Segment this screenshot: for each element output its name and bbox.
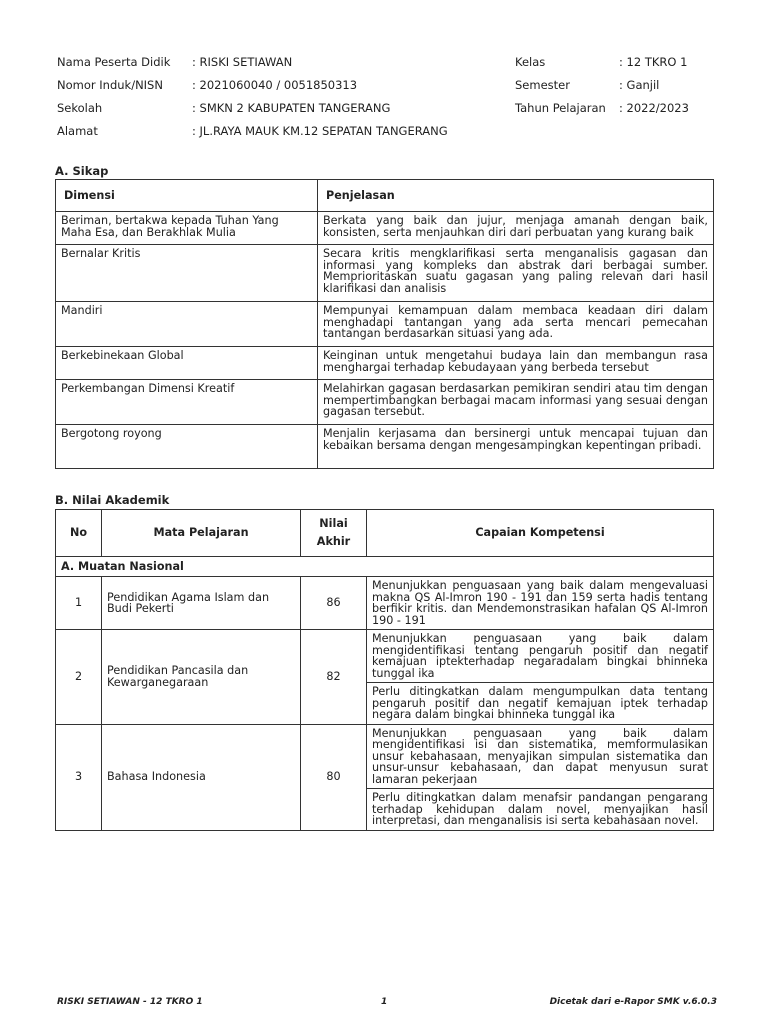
alamat-value: : JL.RAYA MAUK KM.12 SEPATAN TANGERANG	[192, 124, 448, 138]
table-row	[56, 347, 714, 380]
nis-value: : 2021060040 / 0051850313	[192, 78, 358, 92]
dimensi-cell: Bergotong royong	[56, 425, 318, 469]
tahun-label: Tahun Pelajaran	[515, 101, 606, 115]
mapel-cell: Pendidikan Agama Islam dan Budi Pekerti	[102, 577, 301, 630]
info-row-nama	[57, 55, 717, 78]
dimensi-cell: Berkebinekaan Global	[56, 347, 318, 380]
akademik-header-row	[56, 510, 714, 557]
alamat-label: Alamat	[57, 124, 98, 138]
capaian-cell: Menunjukkan penguasaan yang baik dalam mengidentifikasi tentang pengaruh positif dan negatif kemajuan iptekterhadap negaradalam bingkai bhinneka tunggal ika	[367, 630, 714, 683]
info-row-sekolah	[57, 101, 717, 124]
muatan-nasional-label: A. Muatan Nasional	[56, 557, 714, 577]
sikap-header-row	[56, 180, 714, 212]
group-row	[56, 557, 714, 577]
penjelasan-cell: Mempunyai kemampuan dalam membaca keadaan diri dalam menghadapi tantangan yang ada serta mencari pemecahan tantangan berdasarkan situasi yang ada.	[318, 302, 714, 347]
penjelasan-cell: Keinginan untuk mengetahui budaya lain dan membangun rasa menghargai terhadap kebudayaan yang berbeda tersebut	[318, 347, 714, 380]
capaian-header: Capaian Kompetensi	[367, 510, 714, 557]
mapel-header: Mata Pelajaran	[102, 510, 301, 557]
no-cell: 1	[56, 577, 102, 630]
dimensi-cell: Beriman, bertakwa kepada Tuhan Yang Maha Esa, dan Berakhlak Mulia	[56, 212, 318, 245]
sikap-table	[55, 179, 714, 469]
kelas-label: Kelas	[515, 55, 546, 69]
table-row	[56, 245, 714, 302]
penjelasan-cell: Melahirkan gagasan berdasarkan pemikiran sendiri atau tim dengan mempertimbangkan berbagai macam informasi yang sesuai dengan gagasan tersebut.	[318, 380, 714, 425]
nilai-header: Nilai Akhir	[301, 510, 367, 557]
mapel-cell: Bahasa Indonesia	[102, 724, 301, 830]
no-header: No	[56, 510, 102, 557]
semester-label: Semester	[515, 78, 570, 92]
nis-label: Nomor Induk/NISN	[57, 78, 163, 92]
tahun-value: : 2022/2023	[619, 101, 689, 115]
dimensi-header: Dimensi	[56, 180, 318, 212]
sekolah-value: : SMKN 2 KABUPATEN TANGERANG	[192, 101, 391, 115]
info-row-alamat	[57, 124, 717, 147]
dimensi-cell: Perkembangan Dimensi Kreatif	[56, 380, 318, 425]
akademik-table	[55, 509, 714, 831]
info-row-nis	[57, 78, 717, 101]
sikap-section-title: A. Sikap	[55, 164, 109, 178]
mapel-cell: Pendidikan Pancasila dan Kewarganegaraan	[102, 630, 301, 725]
akademik-section-title: B. Nilai Akademik	[55, 493, 170, 507]
dimensi-cell: Mandiri	[56, 302, 318, 347]
nilai-cell: 80	[301, 724, 367, 830]
table-row	[56, 630, 714, 683]
footer-student: RISKI SETIAWAN - 12 TKRO 1	[57, 997, 203, 1007]
no-cell: 2	[56, 630, 102, 725]
penjelasan-cell: Menjalin kerjasama dan bersinergi untuk mencapai tujuan dan kebaikan bersama dengan mengesampingkan kepentingan pribadi.	[318, 425, 714, 469]
capaian-cell: Perlu ditingkatkan dalam menafsir pandangan pengarang terhadap kehidupan dalam novel, menyajikan hasil interpretasi, dan menganalisis isi serta kebahasaan novel.	[367, 789, 714, 831]
capaian-cell: Menunjukkan penguasaan yang baik dalam mengidentifikasi isi dan sistematika, memformulasikan unsur kebahasaan, menyajikan simpulan sistematika dan unsur-unsur kebahasaan, dan dapat menyusun surat lamaran pekerjaan	[367, 724, 714, 789]
penjelasan-cell: Secara kritis mengklarifikasi serta menganalisis gagasan dan informasi yang kompleks dan abstrak dari berbagai sumber. Memprioritaskan suatu gagasan yang paling relevan dari hasil klarifikasi dan analisis	[318, 245, 714, 302]
table-row	[56, 425, 714, 469]
no-cell: 3	[56, 724, 102, 830]
nama-label: Nama Peserta Didik	[57, 55, 171, 69]
table-row	[56, 724, 714, 789]
kelas-value: : 12 TKRO 1	[619, 55, 688, 69]
dimensi-cell: Bernalar Kritis	[56, 245, 318, 302]
nama-value: : RISKI SETIAWAN	[192, 55, 293, 69]
page-number: 1	[381, 997, 388, 1007]
table-row	[56, 380, 714, 425]
nilai-cell: 82	[301, 630, 367, 725]
penjelasan-cell: Berkata yang baik dan jujur, menjaga amanah dengan baik, konsisten, serta menjauhkan diri dari perbuatan yang kurang baik	[318, 212, 714, 245]
semester-value: : Ganjil	[619, 78, 660, 92]
table-row	[56, 577, 714, 630]
footer-printed-by: Dicetak dari e-Rapor SMK v.6.0.3	[549, 997, 717, 1007]
table-row	[56, 302, 714, 347]
sekolah-label: Sekolah	[57, 101, 103, 115]
capaian-cell: Menunjukkan penguasaan yang baik dalam mengevaluasi makna QS Al-Imron 190 - 191 dan 159 serta hadis tentang berfikir kritis. dan Mendemonstrasikan hafalan QS Al-Imron 190 - 191	[367, 577, 714, 630]
nilai-cell: 86	[301, 577, 367, 630]
capaian-cell: Perlu ditingkatkan dalam mengumpulkan data tentang pengaruh positif dan negatif kemajuan iptek terhadap negara dalam bingkai bhinneka tunggal ika	[367, 683, 714, 725]
table-row	[56, 212, 714, 245]
penjelasan-header: Penjelasan	[318, 180, 714, 212]
student-info	[57, 55, 717, 147]
